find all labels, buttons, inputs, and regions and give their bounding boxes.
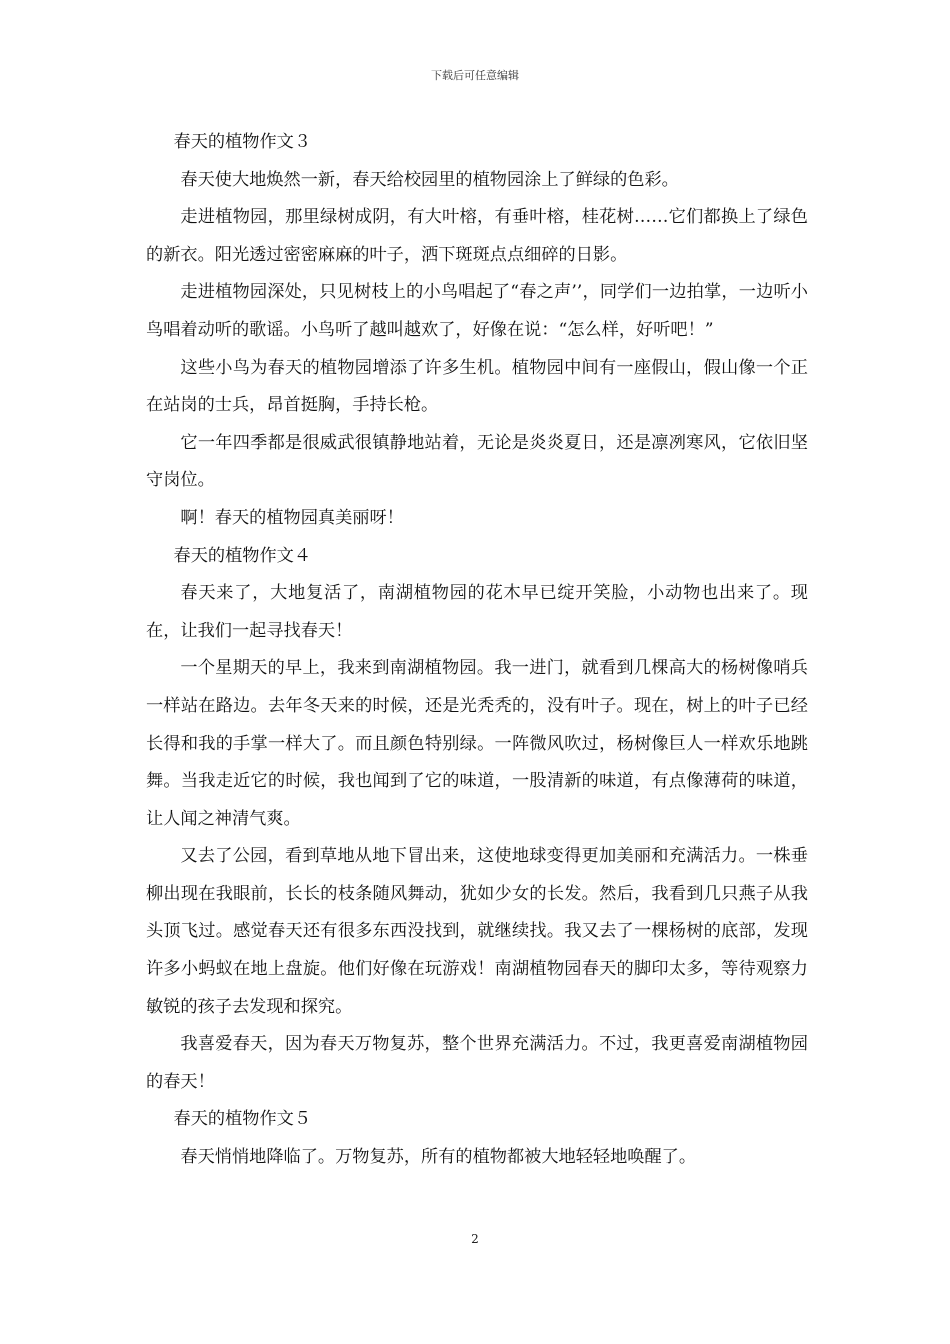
paragraph: 春天悄悄地降临了。万物复苏，所有的植物都被大地轻轻地唤醒了。: [180, 1147, 697, 1168]
essay-title: 春天的植物作文４: [173, 545, 312, 566]
essay-title: 春天的植物作文３: [173, 132, 312, 152]
paragraph: 春天使大地焕然一新，春天给校园里的植物园涂上了鲜绿的色彩。: [180, 169, 679, 190]
paragraph: 我喜爱春天，因为春天万物复苏，整个世界充满活力。不过，我更喜爱南湖植物园的春天！: [146, 1034, 808, 1092]
paragraph: 这些小鸟为春天的植物园增添了许多生机。植物园中间有一座假山，假山像一个正在站岗的士兵，昂首挺胸，手持长枪。: [146, 357, 808, 416]
paragraph: 又去了公园，看到草地从地下冒出来，这使地球变得更加美丽和充满活力。一株垂柳出现在我眼前，长长的枝条随风舞动，犹如少女的长发。然后，我看到几只燕子从我头顶飞过。感觉春天还有很多东西没找到，就继续找。我又去了一棵杨树的底部，发现许多小蚂蚁在地上盘旋。他们好像在玩游戏！南湖植物园春天的脚印太多，等待观察力敏锐的孩子去发现和探究。: [146, 846, 808, 1017]
essay-title: 春天的植物作文５: [173, 1109, 312, 1130]
paragraph: 啊！春天的植物园真美丽呀！: [180, 507, 404, 528]
paragraph: 它一年四季都是很威武很镇静地站着，无论是炎炎夏日，还是凛冽寒风，它依旧坚守岗位。: [146, 432, 808, 491]
paragraph: 一个星期天的早上，我来到南湖植物园。我一进门，就看到几棵高大的杨树像哨兵一样站在路边。去年冬天来的时候，还是光秃秃的，没有叶子。现在，树上的叶子已经长得和我的手掌一样大了。而且颜色特别绿。一阵微风吹过，杨树像巨人一样欢乐地跳舞。当我走近它的时候，我也闻到了它的味道，一股清新的味道，有点像薄荷的味道，让人闻之神清气爽。: [146, 658, 808, 829]
paragraph: 走进植物园，那里绿树成阴，有大叶榕，有垂叶榕，桂花树……它们都换上了绿色的新衣。阳光透过密密麻麻的叶子，洒下斑斑点点细碎的日影。: [146, 207, 808, 265]
paragraph: 春天来了，大地复活了，南湖植物园的花木早已绽开笑脸，小动物也出来了。现在，让我们一起寻找春天！: [146, 583, 808, 641]
page-number: 2: [471, 1232, 479, 1246]
document-body: [146, 124, 808, 1177]
paragraph: 走进植物园深处，只见树枝上的小鸟唱起了“春之声’’，同学们一边拍掌，一边听小鸟唱着动听的歌谣。小鸟听了越叫越欢了，好像在说：“怎么样，好听吧！”: [146, 282, 808, 340]
page-header: 下载后可任意编辑: [431, 69, 519, 82]
